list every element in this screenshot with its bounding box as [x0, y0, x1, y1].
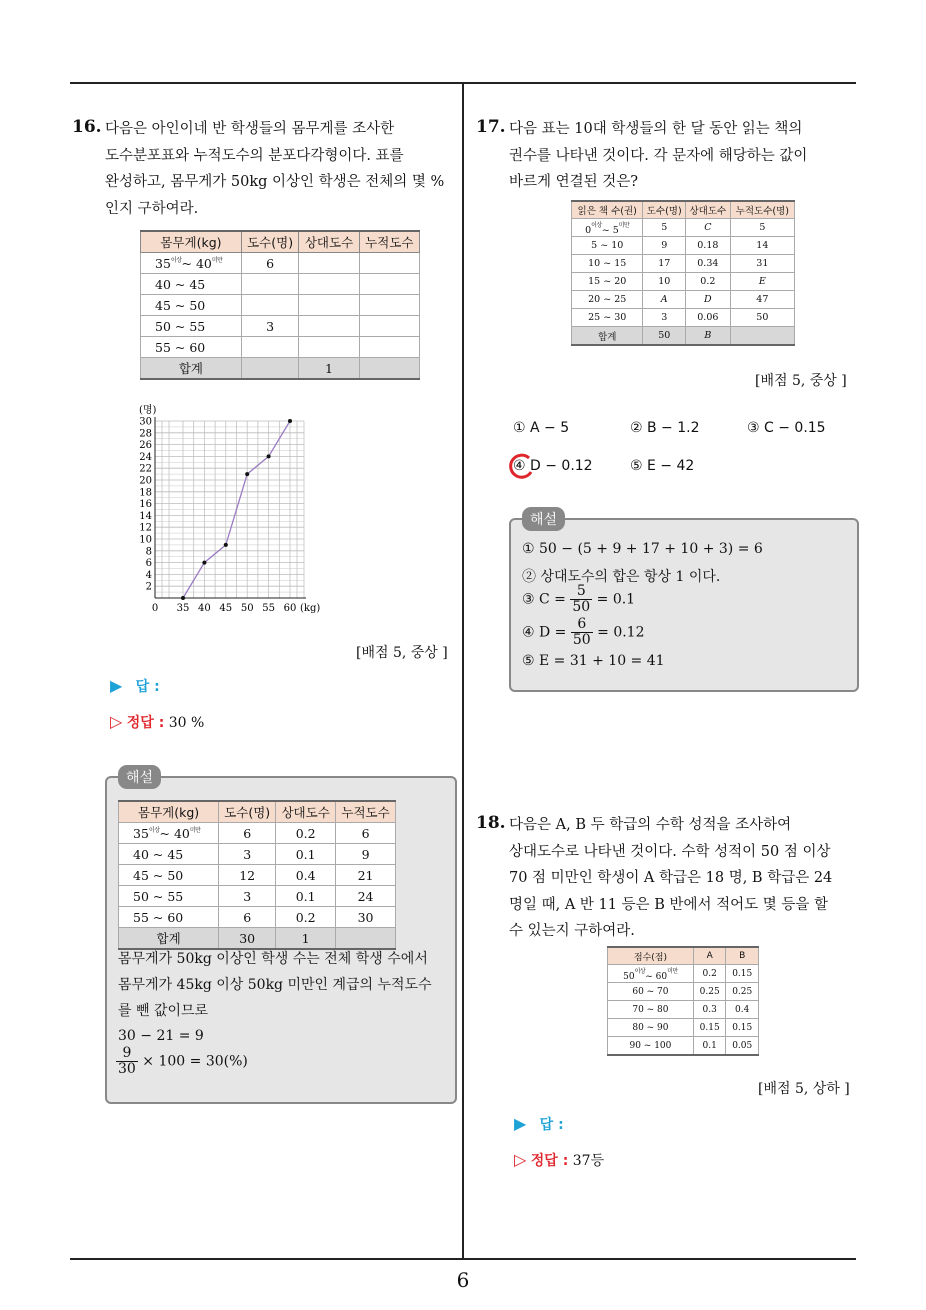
selected-circle-mark [505, 452, 535, 482]
table-row: 50 ~ 55 3 [141, 316, 420, 337]
page-number: 6 [456, 1268, 470, 1292]
q17-text [509, 116, 807, 196]
x-tick-label: 45 [219, 603, 233, 614]
q17-option-3[interactable]: ③ C − 0.15 [747, 420, 826, 436]
q16-hint-line: 몸무게가 45kg 이상 50kg 미만인 계급의 누적도수 [118, 977, 432, 993]
q16-text-line: 완성하고, 몸무게가 50kg 이상인 학생은 전체의 몇 % [105, 174, 445, 190]
q17-hint-tag: 해설 [522, 507, 565, 531]
q16-hint-line: 몸무게가 50kg 이상인 학생 수는 전체 학생 수에서 [118, 951, 428, 967]
table-row: 70 ~ 80 0.3 0.4 [608, 1001, 759, 1019]
table-header: 상대도수 [686, 201, 731, 219]
table-header: 점수(점) [608, 947, 694, 965]
x-axis-label: (kg) [300, 603, 321, 614]
q18-score: [배점 5, 상하 ] [758, 1081, 850, 1097]
y-tick-label: 22 [139, 463, 152, 475]
x-tick-label: 60 [283, 603, 297, 614]
q18-number: 18. [476, 813, 506, 833]
q18-text [509, 812, 832, 945]
table-row: $50^{이상}\sim$ $60^{미만}$ 0.2 0.15 [608, 965, 759, 983]
data-point [288, 419, 292, 423]
q17-score: [배점 5, 중상 ] [755, 373, 847, 389]
y-tick-label: 8 [145, 546, 152, 558]
table-row: 45 ~ 50 [141, 295, 420, 316]
y-tick-label: 20 [139, 475, 152, 487]
table-row: 90 ~ 100 0.1 0.05 [608, 1037, 759, 1056]
q17-option-1[interactable]: ① A − 5 [513, 420, 570, 436]
y-tick-label: 30 [139, 416, 152, 428]
outline-triangle-icon: ▷ [514, 1150, 527, 1169]
cumulative-frequency-chart [128, 398, 328, 618]
data-point [245, 472, 249, 476]
q16-correct-line [110, 712, 204, 732]
y-tick-label: 10 [139, 534, 152, 546]
q17-option-2[interactable]: ② B − 1.2 [630, 420, 700, 436]
q16-hint-fraction: $\frac{9}{30}$ × 100 = 30(%) [118, 1045, 248, 1077]
table-row: 10 ~ 15 17 0.34 31 [572, 255, 795, 273]
q18-answer-line[interactable] [514, 1114, 564, 1134]
q17-text-line: 권수를 나타낸 것이다. 각 문자에 해당하는 값이 [509, 147, 808, 164]
q17-hint-line: ④ D = $\frac{6}{50}$ = 0.12 [522, 616, 645, 648]
table-row: 40 ~ 45 [141, 274, 420, 295]
q16-number: 16. [72, 117, 102, 137]
q17-number: 17. [476, 117, 506, 137]
y-tick-label: 24 [139, 451, 152, 463]
table-row: 45 ~ 50 12 0.4 21 [119, 865, 396, 886]
q16-answer-line[interactable] [110, 676, 160, 696]
q17-option-4[interactable]: ④ D − 0.12 [513, 458, 593, 474]
q18-text-line: 상대도수로 나타낸 것이다. 수학 성적이 50 점 이상 [509, 843, 831, 860]
q17-hint-line: ② 상대도수의 합은 항상 1 이다. [522, 569, 721, 585]
q18-score-table [607, 946, 759, 1056]
q16-text-line: 다음은 아인이네 반 학생들의 몸무게를 조사한 [105, 121, 395, 137]
q16-text-line: 도수분포표와 누적도수의 분포다각형이다. 표를 [105, 147, 404, 164]
table-row: 25 ~ 30 3 0.06 50 [572, 309, 795, 327]
outline-triangle-icon: ▷ [110, 712, 123, 731]
answer-label: 답 : [135, 679, 160, 695]
table-row: 40 ~ 45 3 0.1 9 [119, 844, 396, 865]
table-sum-row: 합계 1 [141, 358, 420, 380]
x-tick-label: 40 [198, 603, 211, 614]
q18-text-line: 명일 때, A 반 11 등은 B 반에서 적어도 몇 등을 할 [509, 896, 828, 913]
table-row: $35^{이상}\sim$ $40^{미만}$ 6 [141, 253, 420, 274]
table-header: B [726, 947, 759, 965]
correct-value: 30 % [168, 715, 205, 731]
table-header: 도수(명) [241, 231, 298, 253]
table-row: 60 ~ 70 0.25 0.25 [608, 983, 759, 1001]
table-row: $0^{이상}\sim$ $5^{미만}$ 5 C 5 [572, 219, 795, 237]
table-header: 몸무게(kg) [119, 801, 219, 823]
q16-score: [배점 5, 중상 ] [356, 645, 448, 661]
table-header: 몸무게(kg) [141, 231, 242, 253]
q18-text-line: 70 점 미만인 학생이 A 학급은 18 명, B 학급은 24 [509, 870, 833, 886]
q18-correct-line [514, 1150, 604, 1170]
q16-hint-table [118, 800, 396, 950]
table-header: 도수(명) [643, 201, 686, 219]
q18-text-line: 다음은 A, B 두 학급의 수학 성적을 조사하여 [509, 817, 792, 833]
q17-hint-line: ③ C = $\frac{5}{50}$ = 0.1 [522, 583, 636, 615]
answer-label: 답 : [539, 1117, 564, 1133]
table-header: 누적도수 [336, 801, 396, 823]
table-header: A [693, 947, 726, 965]
q16-frequency-table [140, 230, 420, 380]
y-tick-label: 4 [145, 569, 152, 581]
table-row: 55 ~ 60 [141, 337, 420, 358]
table-row: 20 ~ 25 A D 47 [572, 291, 795, 309]
y-tick-label: 16 [139, 499, 152, 511]
q17-hint-line: ① 50 − (5 + 9 + 17 + 10 + 3) = 6 [522, 541, 763, 557]
y-tick-label: 6 [145, 558, 152, 570]
table-row: 5 ~ 10 9 0.18 14 [572, 237, 795, 255]
q18-text-line: 수 있는지 구하여라. [509, 923, 635, 939]
q16-text-line: 인지 구하여라. [105, 200, 199, 217]
table-row: 80 ~ 90 0.15 0.15 [608, 1019, 759, 1037]
y-tick-label: 2 [145, 581, 152, 593]
correct-label: 정답 : [530, 1153, 569, 1169]
y-tick-label: 18 [139, 487, 152, 499]
data-point [181, 596, 185, 600]
x-tick-label: 0 [151, 603, 159, 614]
table-row: 55 ~ 60 6 0.2 30 [119, 907, 396, 928]
data-point [267, 454, 271, 458]
table-sum-row: 합계 30 1 [119, 928, 396, 950]
q17-text-line: 바르게 연결된 것은? [509, 174, 639, 190]
y-tick-label: 26 [139, 440, 152, 452]
q17-book-table [571, 200, 795, 346]
y-axis-label: (명) [139, 405, 157, 416]
play-triangle-icon: ▶ [514, 1114, 527, 1133]
table-row: 15 ~ 20 10 0.2 E [572, 273, 795, 291]
table-header: 상대도수 [276, 801, 336, 823]
column-divider [462, 84, 464, 1258]
correct-label: 정답 : [126, 715, 165, 731]
q16-text [105, 116, 444, 222]
play-triangle-icon: ▶ [110, 676, 123, 695]
table-sum-row: 합계 50 B [572, 327, 795, 346]
y-tick-label: 14 [139, 510, 152, 522]
x-tick-label: 55 [262, 603, 275, 614]
table-row: 50 ~ 55 3 0.1 24 [119, 886, 396, 907]
q17-option-5[interactable]: ⑤ E − 42 [630, 458, 695, 474]
table-header: 상대도수 [299, 231, 359, 253]
y-tick-label: 12 [139, 522, 152, 534]
table-header: 도수(명) [219, 801, 276, 823]
bottom-rule [70, 1258, 856, 1260]
data-point [224, 543, 228, 547]
y-tick-label: 28 [139, 428, 152, 440]
table-row: $35^{이상}\sim$ $40^{미만}$ 6 0.2 6 [119, 823, 396, 844]
x-tick-label: 35 [176, 603, 190, 614]
q16-hint-tag: 해설 [118, 765, 161, 789]
x-tick-label: 50 [240, 603, 254, 614]
table-header: 읽은 책 수(권) [572, 201, 643, 219]
table-header: 누적도수 [359, 231, 419, 253]
q16-hint-line: 를 뺀 값이므로 [118, 1003, 209, 1019]
table-header: 누적도수(명) [730, 201, 794, 219]
q17-text-line: 다음 표는 10대 학생들의 한 달 동안 읽는 책의 [509, 121, 803, 137]
q16-hint-line: 30 − 21 = 9 [118, 1028, 204, 1044]
data-point [202, 561, 206, 565]
correct-value: 37등 [572, 1153, 605, 1169]
q17-hint-line: ⑤ E = 31 + 10 = 41 [522, 653, 665, 669]
